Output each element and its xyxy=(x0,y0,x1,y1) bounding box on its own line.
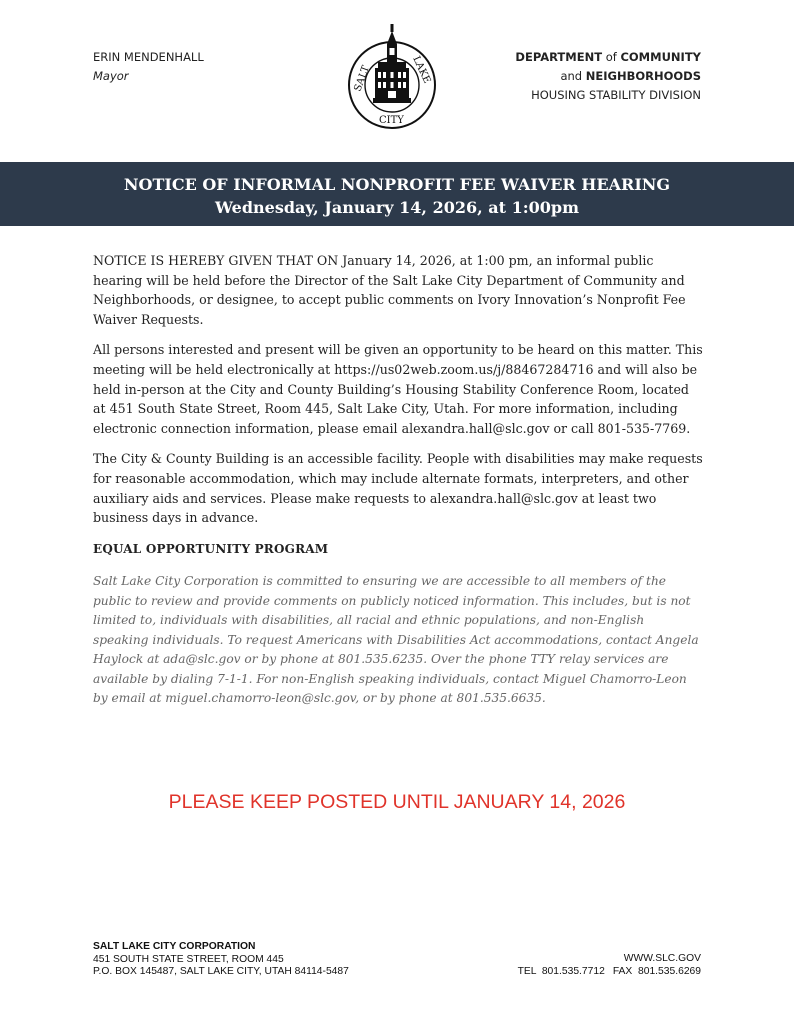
eeo-heading: EQUAL OPPORTUNITY PROGRAM xyxy=(93,542,329,556)
footer-phones xyxy=(518,966,701,979)
footer-address-line-1: 451 SOUTH STATE STREET, ROOM 445 xyxy=(93,953,284,965)
notice-title: NOTICE OF INFORMAL NONPROFIT FEE WAIVER HEARING xyxy=(123,175,671,194)
footer-fax: FAX 801.535.6269 xyxy=(612,965,701,977)
footer-tel: TEL 801.535.7712 xyxy=(517,965,605,977)
neighborhoods-word: NEIGHBORHOODS xyxy=(585,69,701,83)
department-and: and xyxy=(560,69,586,83)
seal-text-left: SALT xyxy=(352,64,372,94)
department-word: DEPARTMENT xyxy=(515,50,603,64)
notice-paragraph-2: All persons interested and present will be given an opportunity to be heard on this matter. This meeting will be held electronically at https://us02web.zoom.us/j/88467284716 and will also be held in-person at the City and County Building’s Housing Stability Conference Room, located at 451 South State Street, Room 445, Salt Lake City, Utah. For more information, including electronic connection information, please email alexandra.hall@slc.gov or call 801-535-7769. xyxy=(93,342,703,436)
footer-address xyxy=(93,941,349,979)
salt-lake-city-seal-icon xyxy=(347,22,437,130)
division-name: HOUSING STABILITY DIVISION xyxy=(531,88,701,102)
seal-text-bottom: CITY xyxy=(379,115,404,126)
mayor-block xyxy=(93,48,204,86)
footer-corp: SALT LAKE CITY CORPORATION xyxy=(93,941,256,952)
posting-notice: PLEASE KEEP POSTED UNTIL JANUARY 14, 2026 xyxy=(168,791,626,813)
department-line-1 xyxy=(515,48,701,67)
mayor-title: Mayor xyxy=(93,69,129,83)
department-line-2 xyxy=(515,67,701,86)
footer-address-line-2: P.O. BOX 145487, SALT LAKE CITY, UTAH 84114-5487 xyxy=(93,966,349,977)
notice-banner xyxy=(0,162,794,226)
notice-paragraph-1: NOTICE IS HEREBY GIVEN THAT ON January 14, 2026, at 1:00 pm, an informal public hearing will be held before the Director of the Salt Lake City Department of Community and Neighborhoods, or designee, to accept public comments on Ivory Innovation’s Nonprofit Fee Waiver Requests. xyxy=(93,253,686,327)
department-block xyxy=(515,48,701,105)
mayor-name: ERIN MENDENHALL xyxy=(93,50,204,64)
eeo-text: Salt Lake City Corporation is committed to ensuring we are accessible to all members of the public to review and provide comments on publicly noticed information. This includes, but is not limited to, individuals with disabilities, all racial and ethnic populations, and non-English speaking individuals. To request Americans with Disabilities Act accommodations, contact Angela Haylock at ada@slc.gov or by phone at 801.535.6235. Over the phone TTY relay services are available by dialing 7-1-1. For non-English speaking individuals, contact Miguel Chamorro-Leon by email at miguel.chamorro-leon@slc.gov, or by phone at 801.535.6635. xyxy=(93,574,699,705)
footer-contact xyxy=(518,953,701,978)
notice-body xyxy=(93,251,703,539)
notice-paragraph-3: The City & County Building is an accessible facility. People with disabilities may make requests for reasonable accommodation, which may include alternate formats, interpreters, and other auxiliary aids and services. Please make requests to alexandra.hall@slc.gov at least two business days in advance. xyxy=(93,451,703,526)
community-word: COMMUNITY xyxy=(620,50,701,64)
notice-date: Wednesday, January 14, 2026, at 1:00pm xyxy=(214,198,579,217)
footer-website: WWW.SLC.GOV xyxy=(623,953,701,964)
seal-text-right: LAKE xyxy=(410,54,433,86)
department-of: of xyxy=(602,50,621,64)
